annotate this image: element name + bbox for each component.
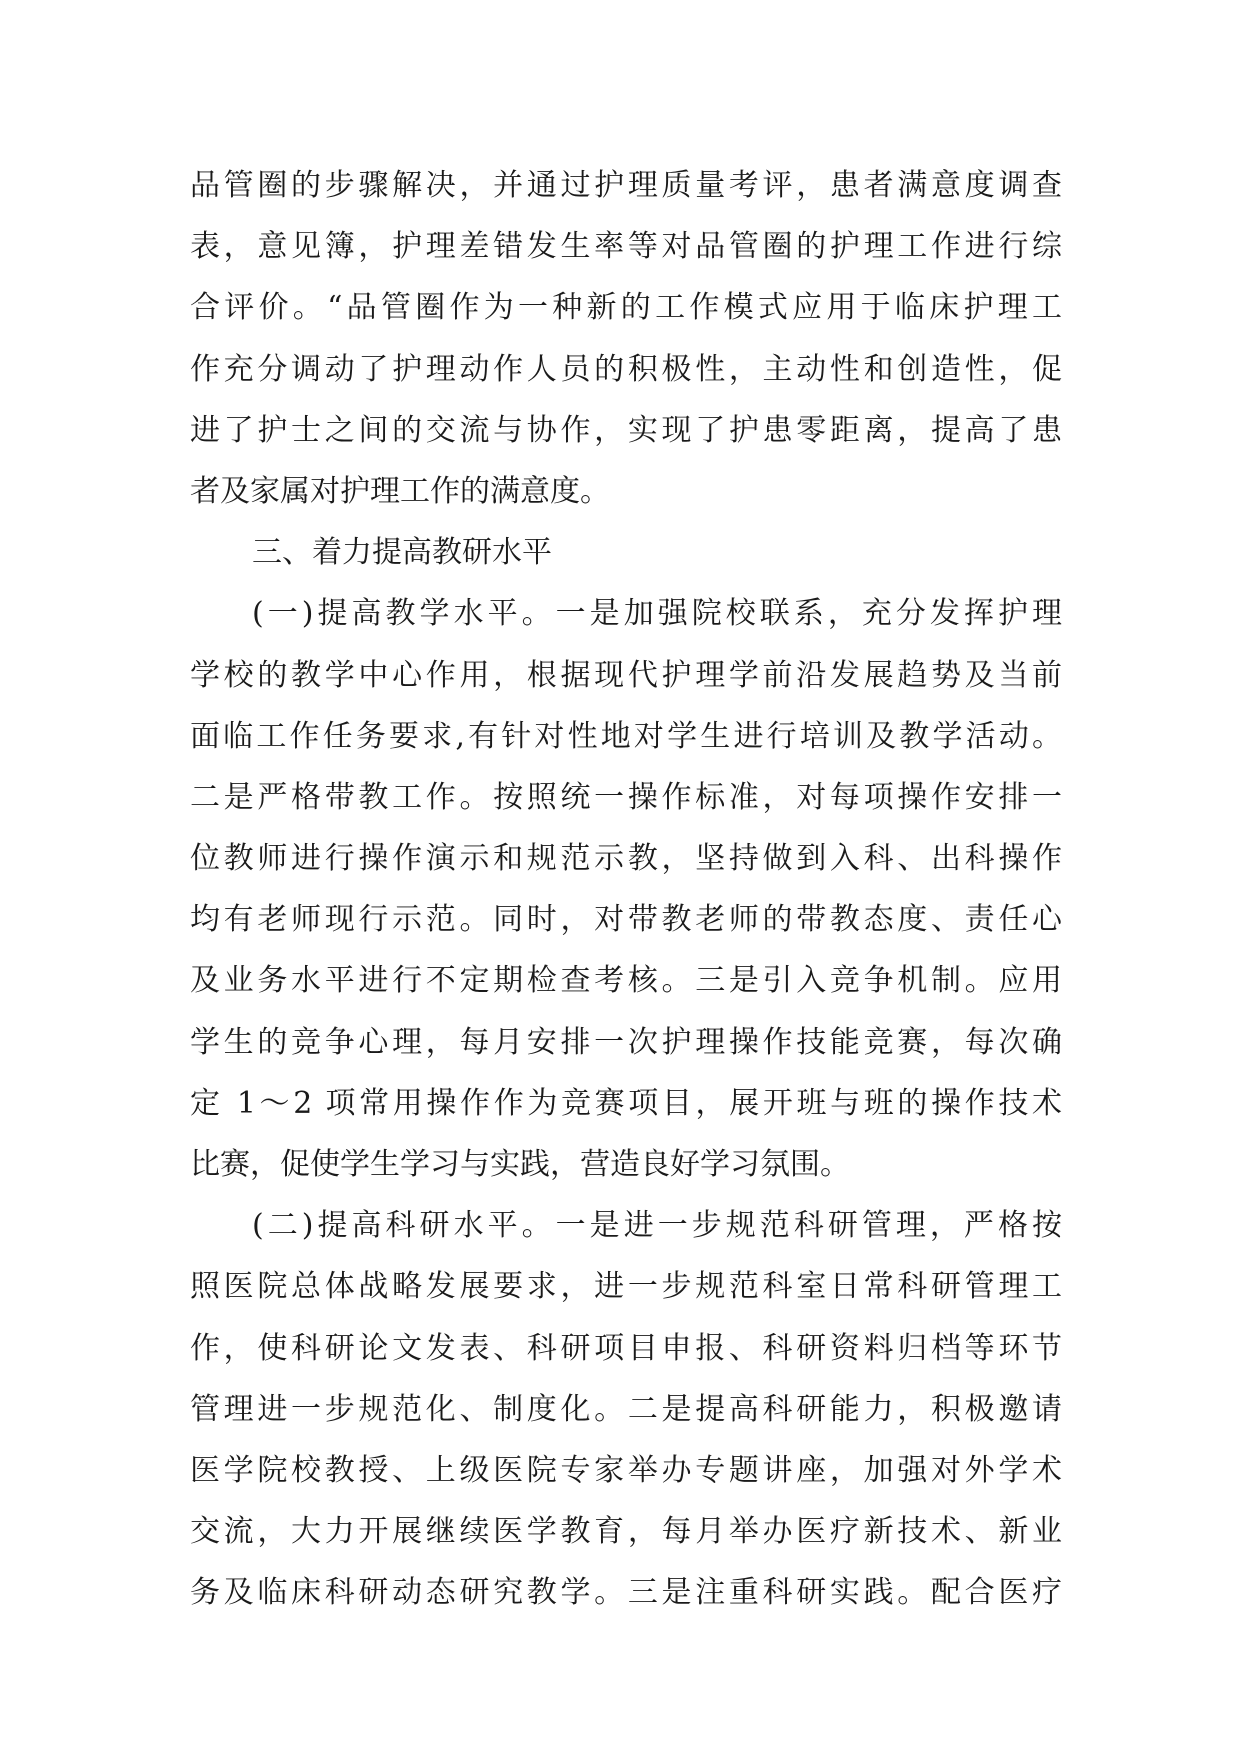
text-line: 比赛，促使学生学习与实践，营造良好学习氛围。: [190, 1147, 850, 1182]
text-line: 者及家属对护理工作的满意度。: [190, 473, 610, 509]
text-line: 医学院校教授、上级医院专家举办专题讲座，加强对外学术: [190, 1452, 1062, 1488]
text-line: 定 1～2 项常用操作作为竞赛项目，展开班与班的操作技术: [190, 1085, 1062, 1121]
paragraph-first-line: (二)提高科研水平。一是进一步规范科研管理，严格按: [252, 1208, 1062, 1244]
text-line: 管理进一步规范化、制度化。二是提高科研能力，积极邀请: [190, 1391, 1062, 1427]
text-line: 务及临床科研动态研究教学。三是注重科研实践。配合医疗: [190, 1575, 1062, 1611]
text-line: 及业务水平进行不定期检查考核。三是引入竞争机制。应用: [190, 963, 1062, 999]
text-line: 进了护士之间的交流与协作，实现了护患零距离，提高了患: [190, 412, 1062, 448]
text-line: 学校的教学中心作用，根据现代护理学前沿发展趋势及当前: [190, 657, 1062, 693]
document-body: [190, 155, 1062, 1624]
text-line: 学生的竞争心理，每月安排一次护理操作技能竞赛，每次确: [190, 1024, 1062, 1060]
text-line: 面临工作任务要求,有针对性地对学生进行培训及教学活动。: [190, 718, 1062, 754]
text-line: 二是严格带教工作。按照统一操作标准，对每项操作安排一: [190, 779, 1062, 815]
text-line: 品管圈的步骤解决，并通过护理质量考评，患者满意度调查: [190, 168, 1062, 203]
text-line: 照医院总体战略发展要求，进一步规范科室日常科研管理工: [190, 1269, 1062, 1305]
text-line: 均有老师现行示范。同时，对带教老师的带教态度、责任心: [190, 902, 1062, 938]
text-line: 合评价。“品管圈作为一种新的工作模式应用于临床护理工: [190, 290, 1062, 326]
text-line: 表，意见簿，护理差错发生率等对品管圈的护理工作进行综: [190, 229, 1062, 265]
text-line: 作，使科研论文发表、科研项目申报、科研资料归档等环节: [190, 1330, 1062, 1366]
text-line: 作充分调动了护理动作人员的积极性，主动性和创造性，促: [190, 351, 1062, 387]
text-line: 交流，大力开展继续医学教育，每月举办医疗新技术、新业: [190, 1514, 1062, 1550]
text-line: 位教师进行操作演示和规范示教，坚持做到入科、出科操作: [190, 841, 1062, 877]
section-heading: 三、着力提高教研水平: [252, 535, 552, 571]
paragraph-first-line: (一)提高教学水平。一是加强院校联系，充分发挥护理: [252, 596, 1062, 632]
